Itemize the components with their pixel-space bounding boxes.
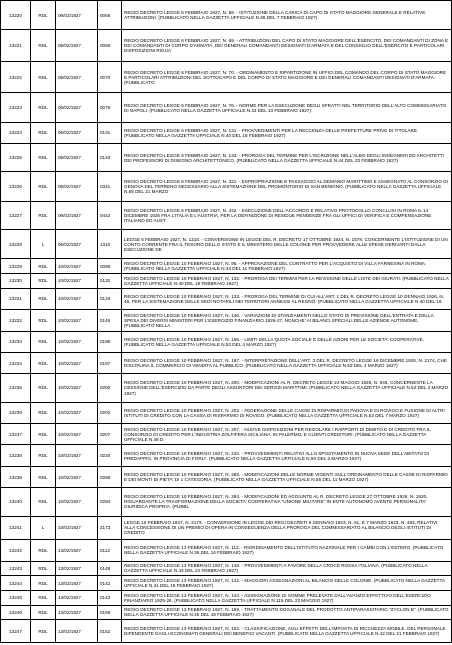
act-code: 0146: [98, 310, 122, 331]
table-row: [1, 310, 452, 331]
table-row: [1, 605, 452, 620]
act-code: 0143: [98, 590, 122, 605]
act-type: RDL: [31, 488, 56, 516]
table-row: [1, 488, 452, 516]
act-description: REGIO DECRETO LEGGE 6 FEBBRAIO 1927, N. 131. - PROVVEDIMENTI PER LA RECCENZA DELLE PREFETTURE PRIVE DI TITOLARE. (PUBBLICATO NELLA GAZZETTA UFFICIALE N.40 DEL 18 FEBBRAIO 1927): [122, 122, 452, 143]
act-date: 06/02/1927: [56, 201, 98, 229]
act-description: REGIO DECRETO LEGGE 6 FEBBRAIO 1927, N. 442. - ESECUZIONE DELL'ACCORDO E RELATIVO PROTOCOLLO CONCLUSI IN ROMA IL 14 DICEMBRE 1926 FRA L'ITALIA E L'AUSTRIA, PER LA DEFINIZIONE DI RESIDUE PENDENZE FRA GLI UFFICI DI VERIFICA E COMPENSAZIONE ITALIANO ED AUST: [122, 201, 452, 229]
act-code: 0442: [98, 201, 122, 229]
act-description: REGIO DECRETO LEGGE 6 FEBBRAIO 1927, N. 76. - NORME PER LA ESECUZIONE DEGLI SFRATTI NEL TERRITORIO DELL'ALTO COMMISSARIATO DI NAPOLI. (PUBBLICATO NELLA GAZZETTA UFFICIALE N.33 DEL 10 FEBBRAIO 1927): [122, 93, 452, 122]
act-code: 0220: [98, 445, 122, 466]
row-number: 13246: [1, 605, 31, 620]
act-type: RDL: [31, 201, 56, 229]
act-date: 10/02/1927: [56, 273, 98, 288]
table-row: [1, 516, 452, 540]
table-row: [1, 93, 452, 122]
table-row: [1, 620, 452, 643]
act-description: REGIO DECRETO LEGGE 10 FEBBRAIO 1927, N. 133. - PROROGA DEL TERMINE DI CUI ALL'ART. 1 DEL R. DECRETO LEGGE 10 GENNAIO 1926, N. 46, PER LA SISTEMAZIONE DELLE SEDI NOTARILI NEI TERRITORI ANNESSI AL REGNO. (PUBBLICATO NELLA GAZZETTA UFFICIALE N.40 DEL 18: [122, 288, 452, 309]
act-type: RDL: [31, 561, 56, 576]
table-row: [1, 590, 452, 605]
act-description: LEGGE 10 FEBBRAIO 1927, N. 2173. - CONVERSIONE IN LEGGE DEI REGI DECRETI 6 GENNAIO 1923, N. 61, E 7 MARZO 1923, N. 483, RELATIVI ALLA CONCESSIONE DI UN PREMIO DI OPERA IN CONSEGUENZA DELLA PROROGA DEL COMMISSARIATO AL BILANCIO DEGLI ISTITUTI DI CREDITO: [122, 516, 452, 540]
row-number: 13227: [1, 201, 31, 229]
act-date: 10/02/1927: [56, 374, 98, 402]
table-row: [1, 466, 452, 487]
act-description: REGIO DECRETO LEGGE 6 FEBBRAIO 1927, N. 69. - ATTRIBUZIONI DEL CAPO DI STATO MAGGIORE DELL'ESERCITO, DEI COMANDANTI DI ZONA E DEI COMANDANTI DI CORPO D'ARMATA, DEI GENERALI COMANDANTI DESIGNATI D'ARMATA E DEL CONSIGLIO DELL'ESERCITO E PARTICOLARI DISPOSIZIONI RIGUA: [122, 30, 452, 62]
act-type: RDL: [31, 310, 56, 331]
act-code: 0069: [98, 30, 122, 62]
table-row: [1, 122, 452, 143]
act-description: REGIO DECRETO LEGGE 6 FEBBRAIO 1927, N. 68. - ISTITUZIONE DELLA CARICA DI CAPO DI STATO MAGGIORE GENERALE E RELATIVE ATTRIBUZIONI. (PUBBLICATO NELLA GAZZETTA UFFICIALE N.36 DEL 7 FEBBRAIO 1927): [122, 1, 452, 30]
act-type: RDL: [31, 273, 56, 288]
table-row: [1, 288, 452, 309]
act-description: REGIO DECRETO LEGGE 13 FEBBRAIO 1927, N. 112. - RIORDINAMENTO DELL'ISTITUTO NAZIONALE PER I CAMBI CON L'ESTERO. (PUBBLICATO NELLA GAZZETTA UFFICIALE N.36 DEL 14 FEBBRAIO 1927): [122, 540, 452, 561]
table-row: [1, 352, 452, 373]
table-row: [1, 540, 452, 561]
act-description: REGIO DECRETO LEGGE 13 FEBBRAIO 1927, N. 143. - ASSEGNAZIONE DI SOMME PRELEVATE DALL'AVANZO EFFETTIVO DELL'ESERCIZIO FINANZIARIO 1925-26. (PUBBLICATO NELLA GAZZETTA UFFICIALE N.119 DEL 23 MAGGIO 1927): [122, 590, 452, 605]
act-date: 13/02/1927: [56, 620, 98, 643]
table-row: [1, 229, 452, 258]
row-number: 13243: [1, 561, 31, 576]
act-type: L: [31, 516, 56, 540]
act-type: RDL: [31, 331, 56, 352]
act-code: 0131: [98, 122, 122, 143]
row-number: 13239: [1, 466, 31, 487]
decree-table-body: [1, 1, 452, 643]
table-row: [1, 576, 452, 591]
row-number: 13235: [1, 374, 31, 402]
row-number: 13247: [1, 620, 31, 643]
act-date: 06/02/1927: [56, 61, 98, 93]
act-type: RDL: [31, 30, 56, 62]
act-description: REGIO DECRETO LEGGE 10 FEBBRAIO 1927, N. 146. - VARIAZIONI DI STANZIAMENTI NELLO STATO DI PREVISIONE DELL'ENTRATA E DELLA SPESA DEI DIVERSI MINISTERI PER L'ESERCIZIO FINANZIARIO 1926-27, NONCHE' AI BILANCI SPECIALI DELLE AZIENDE AUTONOME. (PUBBLICATO NELLA: [122, 310, 452, 331]
act-date: 10/02/1927: [56, 352, 98, 373]
row-number: 13223: [1, 93, 31, 122]
act-date: 10/02/1927: [56, 488, 98, 516]
act-description: LEGGE 6 FEBBRAIO 1927, N. 1310. - CONVERSIONE IN LEGGE DEL R. DECRETO 17 OTTOBRE 1924, N. 1578, CONCERNENTE L'ISTITUZIONE DI UN CONTO CORRENTE FRA IL TESORO DELLO STATO E IL MINISTERO DELLE COLONIE PER PROVVEDERE ALLE SPESE DERIVANTI DALLA ESECUZIONE DE: [122, 229, 452, 258]
act-date: 10/02/1927: [56, 516, 98, 540]
act-date: 10/02/1927: [56, 259, 98, 274]
act-description: REGIO DECRETO LEGGE 6 FEBBRAIO 1927, N. 133. - PROROGA DEL TERMINE PER L'ISCRIZIONE NELL'ALBO DEGLI INGEGNERI ED ARCHITETTI DEI PROFESSORI DI DISEGNO ARCHITETTONICO. (PUBBLICATO NELLA GAZZETTA UFFICIALE N.44 DEL 23 FEBBRAIO 1927): [122, 144, 452, 172]
act-date: 10/02/1927: [56, 424, 98, 445]
act-type: RDL: [31, 605, 56, 620]
row-number: 13224: [1, 122, 31, 143]
act-type: RDL: [31, 445, 56, 466]
act-date: 10/02/1927: [56, 445, 98, 466]
act-date: 10/02/1927: [56, 288, 98, 309]
act-description: REGIO DECRETO LEGGE 10 FEBBRAIO 1927, N. 95. - APPROVAZIONE DEL CONTRATTO PER L'ACQUISTO DI VILLA FARNESINA IN ROMA. (PUBBLICATO NELLA GAZZETTA UFFICIALE N.34 DEL 11 FEBBRAIO 1927): [122, 259, 452, 274]
row-number: 13225: [1, 144, 31, 172]
act-type: RDL: [31, 352, 56, 373]
act-type: RDL: [31, 402, 56, 423]
row-number: 13232: [1, 310, 31, 331]
act-code: 0133: [98, 144, 122, 172]
act-date: 10/02/1927: [56, 331, 98, 352]
row-number: 13229: [1, 259, 31, 274]
act-description: REGIO DECRETO LEGGE 10 FEBBRAIO 1927, N. 269. - MODIFICAZIONI DELLE NORME VIGENTI SULL'ORDINAMENTO DELLE CASSE DI RISPARMIO E DEI MONTI DI PIETA' DI 1 CATEGORIA. (PUBBLICATO NELLA GAZZETTA UFFICIALE N.58 DEL 11 MARZO 1927): [122, 466, 452, 487]
act-type: RDL: [31, 1, 56, 30]
act-code: 0112: [98, 540, 122, 561]
act-date: 06/02/1927: [56, 30, 98, 62]
row-number: 13236: [1, 402, 31, 423]
act-description: REGIO DECRETO LEGGE 10 FEBBRAIO 1927, N. 132. - PROROGA DEI TERMINI PER LA REVISIONE DELLE LISTE DEI GIURATI. (PUBBLICATO NELLA GAZZETTA UFFICIALE N.40 DEL 18 FEBBRAIO 1927): [122, 273, 452, 288]
act-description: REGIO DECRETO LEGGE 6 FEBBRAIO 1927, N. 321. - ESPROPRIAZIONE E PASSAGGIO AL DEMANIO MARITTIMO E ASSEGNATO AL CONSORZIO DI GENOVA DEL TERRENO NECESSARIO ALLA SISTEMAZIONE DEL PROMONTORIO DI SAN BENIGNO. (PUBBLICATO NELLA GAZZETTA UFFICIALE N.68 DEL 21 MARZO: [122, 172, 452, 201]
act-description: REGIO DECRETO LEGGE 6 FEBBRAIO 1927, N. 70. - ORDINAMENTO E RIPARTIZIONE IN UFFICI DEL COMANDO DEL CORPO DI STATO MAGGIORE E PARTICOLARI ATTRIBUZIONI DEL SOTTOCAPO E DEL CORPO DI STATO MAGGIORE E DEI GENERALI COMANDANTI DESIGNATI D'ARMATA. (PUBBLICATO: [122, 61, 452, 93]
act-date: 10/02/1927: [56, 402, 98, 423]
act-description: REGIO DECRETO LEGGE 10 FEBBRAIO 1927, N. 207. - NUOVE DISPOSIZIONI PER REGOLARE I RAPPORTI DI DEBITO E DI CREDITO FRA IL CONSORZIO DI CREDITO PER L'INDUSTRIA ZOLFIFERA SICILIANA, IN PALERMO, E CLIENTI CREDITORI. (PUBBLICATO NELLA GAZZETTA UFFICIALE N.48 D: [122, 424, 452, 445]
table-row: [1, 1, 452, 30]
act-code: 0148: [98, 561, 122, 576]
act-description: REGIO DECRETO LEGGE 13 FEBBRAIO 1927, N. 152. - CLASSIFICAZIONE, AGLI EFFETTI DELL'IMPOSTA DI RICCHEZZA MOBILE, DEL PERSONALE DIPENDENTE DAGLI ECONOMATI GENERALI DEI BENEFICI VACANTI. (PUBBLICATO NELLA GAZZETTA UFFICIALE N.42 DEL 21 FEBBRAIO 1927): [122, 620, 452, 643]
act-date: 06/02/1927: [56, 1, 98, 30]
act-date: 13/02/1927: [56, 576, 98, 591]
act-type: RDL: [31, 259, 56, 274]
act-code: 0269: [98, 466, 122, 487]
row-number: 13221: [1, 30, 31, 62]
act-code: 0133: [98, 288, 122, 309]
act-code: 0132: [98, 273, 122, 288]
table-row: [1, 172, 452, 201]
act-type: RDL: [31, 172, 56, 201]
table-row: [1, 561, 452, 576]
table-row: [1, 424, 452, 445]
act-date: 13/02/1927: [56, 561, 98, 576]
act-date: 13/02/1927: [56, 605, 98, 620]
row-number: 13220: [1, 1, 31, 30]
table-row: [1, 259, 452, 274]
table-row: [1, 30, 452, 62]
act-code: 0196: [98, 331, 122, 352]
act-code: 0284: [98, 488, 122, 516]
row-number: 13244: [1, 576, 31, 591]
row-number: 13228: [1, 229, 31, 258]
row-number: 13234: [1, 352, 31, 373]
table-row: [1, 144, 452, 172]
act-type: RDL: [31, 288, 56, 309]
act-code: 0142: [98, 576, 122, 591]
row-number: 13238: [1, 445, 31, 466]
act-description: REGIO DECRETO LEGGE 10 FEBBRAIO 1927, N. 197. - INTERPRETAZIONE DELL'ART. 3 DEL R. DECRETO LEGGE 16 DICEMBRE 1926, N. 2174, CHE DISCIPLINA IL COMMERCIO DI VENDITA AL PUBBLICO. (PUBBLICATO NELLA GAZZETTA UFFICIALE N.52 DEL 4 MARZO 1927): [122, 352, 452, 373]
act-type: RDL: [31, 576, 56, 591]
act-code: 0068: [98, 1, 122, 30]
act-date: 06/02/1927: [56, 93, 98, 122]
act-type: RDL: [31, 374, 56, 402]
table-row: [1, 402, 452, 423]
act-type: RDL: [31, 466, 56, 487]
row-number: 13245: [1, 590, 31, 605]
act-code: 0197: [98, 352, 122, 373]
act-code: 0200: [98, 374, 122, 402]
act-type: RDL: [31, 93, 56, 122]
row-number: 13241: [1, 516, 31, 540]
row-number: 13233: [1, 331, 31, 352]
table-row: [1, 445, 452, 466]
act-date: 13/02/1927: [56, 540, 98, 561]
act-date: 06/02/1927: [56, 122, 98, 143]
act-date: 10/02/1927: [56, 466, 98, 487]
row-number: 13230: [1, 273, 31, 288]
table-row: [1, 201, 452, 229]
act-date: 13/02/1927: [56, 590, 98, 605]
act-code: 1310: [98, 229, 122, 258]
act-description: REGIO DECRETO LEGGE 10 FEBBRAIO 1927, N. 202. - FEDERAZIONE DELLE CASSE DI RISPARMIO DI PADOVA E DI ROVIGO E FUSIONE DI ALTRI ISTITUTI DI CREDITO CON LA CASSA DI RISPARMIO DI ROVIGO. (PUBBLICATO NELLA GAZZETTA UFFICIALE N.53 DEL 7 MARZO 1927): [122, 402, 452, 423]
act-code: 0152: [98, 620, 122, 643]
act-type: RDL: [31, 540, 56, 561]
act-description: REGIO DECRETO LEGGE 10 FEBBRAIO 1927, N. 284. - MODIFICAZIONI ED AGGIUNTE AL R. DECRETO LEGGE 27 OTTOBRE 1926, N. 1930, RIGUARDANTE LA TRASFORMAZIONE DELLA SOCIETA' COOPERATIVA "UNIONE MILITARE" IN ENTE AUTONOMO AVENTE PERSONALITA' GIURIDICA PROPRIA. (PUBBL: [122, 488, 452, 516]
table-row: [1, 374, 452, 402]
act-type: L: [31, 229, 56, 258]
act-code: 0076: [98, 93, 122, 122]
act-code: 0202: [98, 402, 122, 423]
act-code: 0207: [98, 424, 122, 445]
act-description: REGIO DECRETO LEGGE 10 FEBBRAIO 1927, N. 220. - PROVVEDIMENTI RELATIVI ALLO SPOSTAMENTO IN NUOVA SEDE DELL'ABITATO DI PREDAPPIO, IN PROVINCIA DI FORLI'. (PUBBLICATO NELLA GAZZETTA UFFICIALE N.50 DEL 2 MARZO 1927): [122, 445, 452, 466]
act-type: RDL: [31, 61, 56, 93]
act-type: RDL: [31, 424, 56, 445]
row-number: 13226: [1, 172, 31, 201]
row-number: 13237: [1, 424, 31, 445]
row-number: 13231: [1, 288, 31, 309]
act-type: RDL: [31, 620, 56, 643]
act-date: 06/02/1927: [56, 144, 98, 172]
row-number: 13222: [1, 61, 31, 93]
act-description: REGIO DECRETO LEGGE 13 FEBBRAIO 1927, N. 142. - MAGGIORI ASSEGNAZIONI AL BILANCIO DELLE COLONIE. (PUBBLICATO NELLA GAZZETTA UFFICIALE N.41 DEL 19 FEBBRAIO 1927): [122, 576, 452, 591]
act-type: RDL: [31, 590, 56, 605]
table-row: [1, 61, 452, 93]
act-type: RDL: [31, 144, 56, 172]
act-date: 06/02/1927: [56, 229, 98, 258]
act-type: RDL: [31, 122, 56, 143]
act-date: 10/02/1927: [56, 310, 98, 331]
act-code: 0095: [98, 259, 122, 274]
act-description: REGIO DECRETO LEGGE 10 FEBBRAIO 1927, N. 196. - LIMITI DELLA QUOTA SOCIALE E DELLE AZIONI PER LE SOCIETA' COOPERATIVE. (PUBBLICATO NELLA GAZZETTA UFFICIALE N.52 DEL 4 MARZO 1927): [122, 331, 452, 352]
act-code: 2173: [98, 516, 122, 540]
act-code: 0321: [98, 172, 122, 201]
table-row: [1, 331, 452, 352]
row-number: 13240: [1, 488, 31, 516]
act-code: 0159: [98, 605, 122, 620]
act-date: 06/02/1927: [56, 172, 98, 201]
row-number: 13242: [1, 540, 31, 561]
act-code: 0070: [98, 61, 122, 93]
act-description: REGIO DECRETO LEGGE 10 FEBBRAIO 1927, N. 200. - MODIFICAZIONI AL R. DECRETO LEGGE 24 MAGGIO 1926, N. 946, CONCERNENTE LA CESSIONE DELL'ESERCIZIO DA PARTE DEGLI ASSUNTORI DEI SERVIZI MARITTIMI. (PUBBLICATO NELLA GAZZETTA UFFICIALE N.52 DEL 4 MARZO 1927): [122, 374, 452, 402]
act-description: REGIO DECRETO LEGGE 13 FEBBRAIO 1927, N. 159. - TRATTAMENTO DOGANALE DEL PRODOTTO ANTIPARASSITARIO "ZYCLON B". (PUBBLICATO NELLA GAZZETTA UFFICIALE N.45 DEL 19 FEBBRAIO 1927): [122, 605, 452, 620]
table-row: [1, 273, 452, 288]
act-description: REGIO DECRETO LEGGE 13 FEBBRAIO 1927, N. 148. - PROVVEDIMENTI A FAVORE DELLA CROCE ROSSA ITALIANA. (PUBBLICATO NELLA GAZZETTA UFFICIALE N.43 DEL 22 FEBBRAIO 1927): [122, 561, 452, 576]
